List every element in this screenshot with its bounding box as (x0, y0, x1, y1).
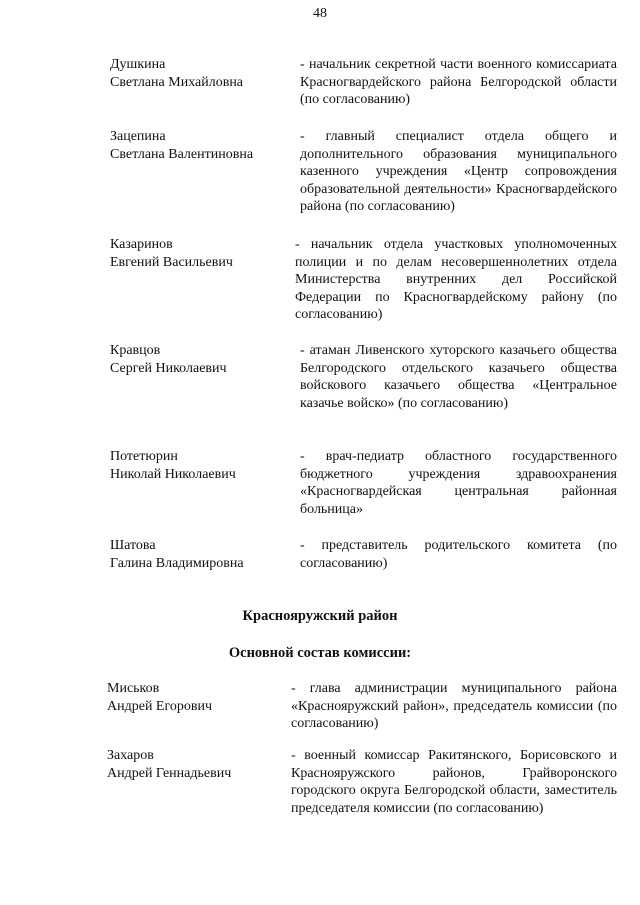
member-surname: Захаров (107, 748, 154, 763)
member-position: - главный специалист отдела общего и дополнительного образования муниципального казенного учреждения «Центр сопровождения образовательной деятельности» Красногвардейского района (по согласованию) (300, 129, 617, 214)
member-surname: Миськов (107, 681, 160, 696)
member-surname: Кравцов (110, 343, 161, 358)
member-name (110, 537, 280, 572)
member-position: - глава администрации муниципального района «Краснояружский район», председатель комиссии (по согласованию) (291, 681, 617, 731)
member-position: - атаман Ливенского хуторского казачьего общества Белгородского отдельского казачьего общества войскового казачьего общества «Центральное казачье войско» (по согласованию) (300, 343, 617, 411)
member-surname: Казаринов (110, 237, 173, 252)
page-number: 48 (313, 6, 327, 21)
member-name (110, 128, 280, 163)
member-position: - начальник секретной части военного комиссариата Красногвардейского района Белгородской области (по согласованию) (300, 57, 617, 107)
composition-heading: Основной состав комиссии: (228, 645, 412, 661)
member-given-name: Евгений Васильевич (110, 254, 233, 270)
member-name (110, 448, 280, 483)
member-entry-zatsepina (0, 128, 640, 214)
member-entry-kravtsov (0, 342, 640, 411)
member-given-name: Андрей Егорович (107, 698, 213, 714)
member-position: - военный комиссар Ракитянского, Борисовского и Краснояружского районов, Грайворонского городского округа Белгородской области, заместитель председателя комиссии (по согласованию) (291, 748, 617, 816)
member-name (107, 680, 277, 715)
member-entry-zakharov (0, 747, 640, 816)
member-position: - начальник отдела участковых уполномоченных полиции и по делам несовершеннолетних отдела Министерства внутренних дел Российской Федерации по Красногвардейскому району (по согласованию) (295, 237, 617, 322)
member-surname: Потетюрин (110, 449, 178, 464)
member-name (110, 342, 280, 377)
member-name (110, 56, 280, 91)
member-given-name: Галина Владимировна (110, 555, 244, 571)
member-position: - врач-педиатр областного государственного бюджетного учреждения здравоохранения «Красногвардейская центральная районная больница» (300, 449, 617, 517)
member-position: - представитель родительского комитета (по согласованию) (300, 538, 617, 571)
member-given-name: Светлана Валентиновна (110, 146, 254, 162)
member-surname: Зацепина (110, 129, 166, 144)
member-entry-shatova (0, 537, 640, 571)
member-given-name: Сергей Николаевич (110, 360, 227, 376)
member-given-name: Светлана Михайловна (110, 74, 244, 90)
district-heading: Краснояружский район (242, 608, 398, 624)
member-name (107, 747, 277, 782)
member-given-name: Николай Николаевич (110, 466, 236, 482)
member-given-name: Андрей Геннадьевич (107, 765, 232, 781)
member-surname: Шатова (110, 538, 156, 553)
member-entry-miskov (0, 680, 640, 731)
member-entry-kazarinov (0, 236, 640, 322)
member-entry-potetyurin (0, 448, 640, 517)
member-surname: Душкина (110, 57, 166, 72)
member-name (110, 236, 280, 271)
member-entry-dushkina (0, 56, 640, 107)
